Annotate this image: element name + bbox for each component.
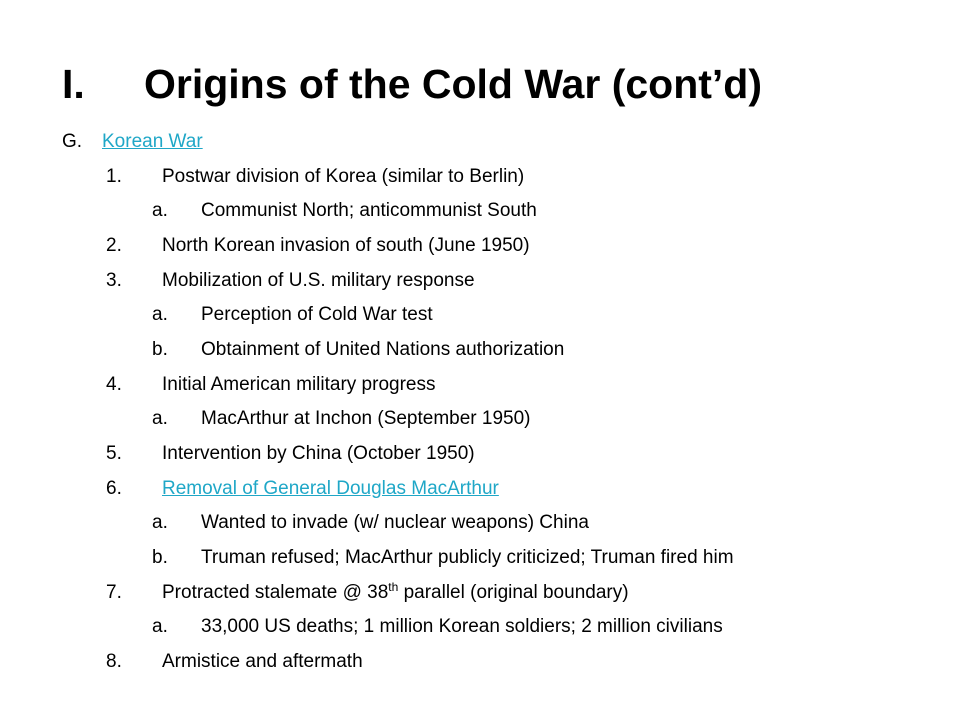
list-item-text-before: Protracted stalemate @ 38 — [162, 582, 389, 603]
list-item-marker: a. — [152, 200, 168, 221]
list-item-text: 33,000 US deaths; 1 million Korean soldiers; 2 million civilians — [201, 616, 723, 637]
list-item-text: Intervention by China (October 1950) — [162, 443, 475, 464]
list-item-marker: a. — [152, 304, 168, 325]
list-item-text: Obtainment of United Nations authorization — [201, 339, 565, 360]
ordinal-superscript: th — [388, 580, 399, 594]
list-item-marker: 2. — [106, 235, 122, 256]
list-item-text: Armistice and aftermath — [162, 651, 363, 672]
list-item-text: Initial American military progress — [162, 374, 436, 395]
list-item-marker: b. — [152, 547, 168, 568]
list-item-marker: a. — [152, 512, 168, 533]
list-item-text: Mobilization of U.S. military response — [162, 270, 475, 291]
korean-war-link[interactable]: Korean War — [102, 131, 203, 152]
macarthur-removal-link[interactable]: Removal of General Douglas MacArthur — [162, 478, 499, 499]
section-marker: G. — [62, 131, 83, 152]
list-item-marker: a. — [152, 616, 168, 637]
list-item-marker: 1. — [106, 166, 122, 187]
list-item-marker: 7. — [106, 582, 122, 603]
title-number: I. — [62, 61, 85, 107]
list-item-marker: a. — [152, 408, 168, 429]
list-item-marker: 8. — [106, 651, 122, 672]
list-item-text: Perception of Cold War test — [201, 304, 433, 325]
list-item-text: Wanted to invade (w/ nuclear weapons) China — [201, 512, 589, 533]
list-item-text: MacArthur at Inchon (September 1950) — [201, 408, 531, 429]
list-item-text — [162, 580, 629, 603]
list-item-marker: 4. — [106, 374, 122, 395]
list-item-marker: 6. — [106, 478, 122, 499]
list-item-text: North Korean invasion of south (June 1950) — [162, 235, 530, 256]
list-item-marker: b. — [152, 339, 168, 360]
slide-title — [62, 61, 762, 107]
list-item-text: Postwar division of Korea (similar to Berlin) — [162, 166, 525, 187]
title-text: Origins of the Cold War (cont’d) — [144, 61, 762, 107]
list-item-text-after: parallel (original boundary) — [398, 582, 629, 603]
list-item-marker: 5. — [106, 443, 122, 464]
list-item-marker: 3. — [106, 270, 122, 291]
list-item-text: Communist North; anticommunist South — [201, 200, 537, 221]
list-item-text: Truman refused; MacArthur publicly criticized; Truman fired him — [201, 547, 734, 568]
